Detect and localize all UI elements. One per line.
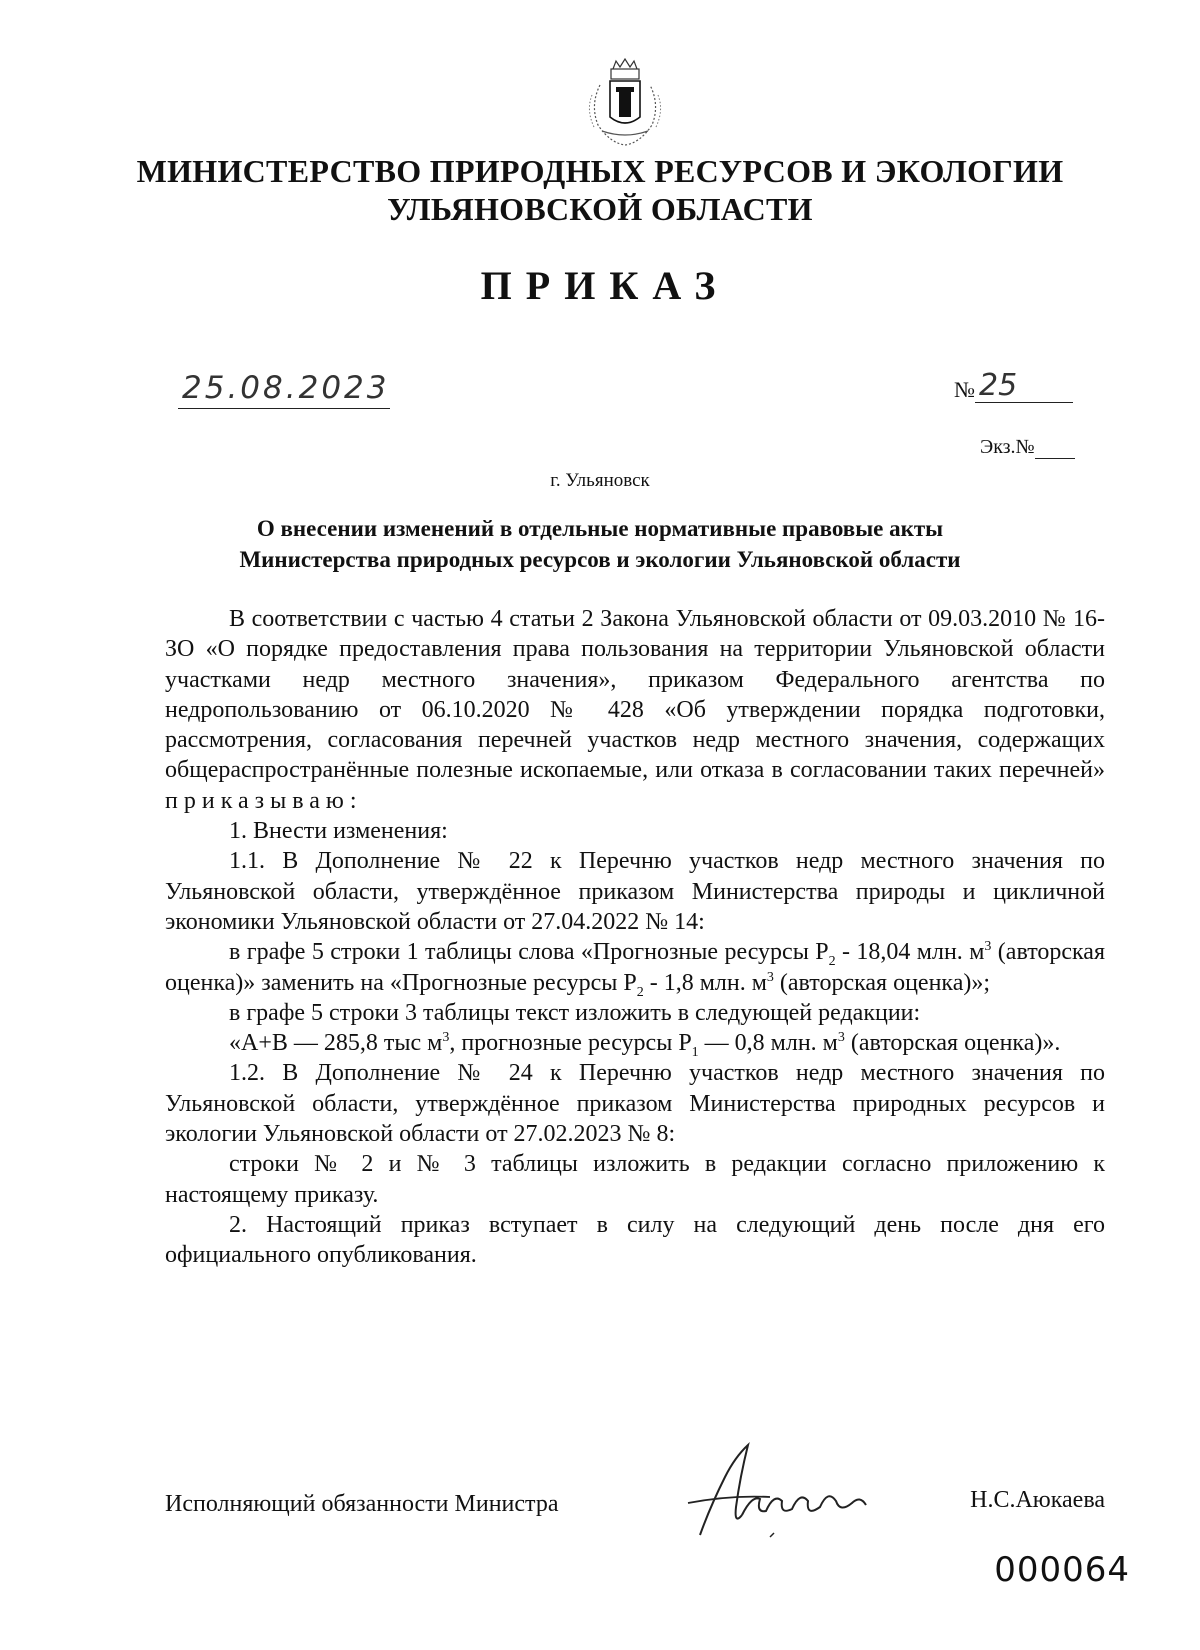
text-segment: - 18,04 млн. м: [835, 939, 985, 966]
superscript: 3: [837, 1030, 845, 1046]
number-sign: №: [954, 377, 975, 402]
document-type: ПРИКАЗ: [480, 263, 730, 308]
text-segment: (авторская оценка)» заменить на «Прогнозные ресурсы Р: [165, 939, 1106, 996]
order-body: [165, 604, 1105, 1271]
text-segment: (авторская оценка)».: [844, 1030, 1061, 1057]
ministry-title-line2: УЛЬЯНОВСКОЙ ОБЛАСТИ: [387, 191, 813, 227]
text-segment: (авторская оценка)»;: [773, 969, 991, 996]
ministry-title: [0, 152, 1200, 228]
copy-number-block: [980, 436, 1075, 459]
text-segment: «А+В — 285,8 тыс м: [229, 1030, 443, 1057]
paragraph-2: 2. Настоящий приказ вступает в силу на следующий день после дня его официального опубликования.: [165, 1211, 1105, 1269]
copy-number-blank: [1035, 440, 1075, 459]
order-word: приказываю:: [165, 787, 363, 814]
superscript: 3: [766, 969, 774, 985]
paragraph-1-2-change: строки № 2 и № 3 таблицы изложить в редакции согласно приложению к настоящему приказу.: [165, 1151, 1105, 1208]
handwritten-signature: [670, 1437, 890, 1547]
paragraph-1-1-change-b: в графе 5 строки 3 таблицы текст изложить в следующей редакции:: [229, 999, 921, 1026]
paragraph-1: 1. Внести изменения:: [229, 818, 448, 845]
order-subject: [0, 513, 1200, 575]
document-serial-number: 000064: [994, 1550, 1130, 1590]
subject-line1: О внесении изменений в отдельные нормативные правовые акты: [256, 516, 944, 541]
superscript: 3: [984, 939, 992, 955]
order-number: 25: [975, 370, 1073, 403]
ministry-title-line1: МИНИСТЕРСТВО ПРИРОДНЫХ РЕСУРСОВ И ЭКОЛОГИИ: [136, 153, 1064, 189]
paragraph-1-1-change-a: [165, 937, 1105, 998]
order-date: 25.08.2023: [178, 370, 390, 409]
text-segment: , прогнозные ресурсы Р: [449, 1030, 692, 1057]
subject-line2: Министерства природных ресурсов и экологии Ульяновской области: [239, 547, 961, 572]
preamble-paragraph: [165, 604, 1105, 816]
paragraph-1-2: 1.2. В Дополнение № 24 к Перечню участков недр местного значения по Ульяновской области, утверждённое приказом Министерства природных ресурсов и экологии Ульяновской области от 27.02.2023 № 8:: [165, 1060, 1105, 1148]
subscript: 2: [636, 984, 644, 1000]
superscript: 3: [442, 1030, 450, 1046]
paragraph-1-1: 1.1. В Дополнение № 22 к Перечню участков недр местного значения по Ульяновской области, утверждённое приказом Министерства природы и цикличной экономики Ульяновской области от 27.04.2022 № 14:: [165, 848, 1105, 935]
signature-row: [165, 1475, 1105, 1535]
city: г. Ульяновск: [550, 470, 650, 491]
subscript: 1: [691, 1044, 699, 1060]
paragraph-1-1-change-c: [165, 1028, 1105, 1058]
text-segment: — 0,8 млн. м: [698, 1030, 838, 1057]
text-segment: в графе 5 строки 1 таблицы слова «Прогнозные ресурсы Р: [229, 939, 829, 966]
copy-number-label: Экз.№: [980, 436, 1035, 458]
coat-of-arms-emblem: [580, 55, 670, 150]
signatory-role: Исполняющий обязанности Министра: [165, 1491, 559, 1517]
subscript: 2: [828, 954, 836, 970]
text-segment: - 1,8 млн. м: [643, 969, 767, 996]
order-number-block: [954, 370, 1086, 403]
preamble-text: В соответствии с частью 4 статьи 2 Закона Ульяновской области от 09.03.2010 № 16-ЗО «О порядке предоставления права пользования на территории Ульяновской области участками недр местного значения», приказом Федерального агентства по недропользованию от 06.10.2020 № 428 «Об утверждении порядка подготовки, рассмотрения, согласования перечней участков недр местного значения, содержащих общераспространённые полезные ископаемые, или отказа в согласовании таких перечней»: [165, 606, 1105, 784]
signatory-name: Н.С.Аюкаева: [970, 1487, 1105, 1513]
